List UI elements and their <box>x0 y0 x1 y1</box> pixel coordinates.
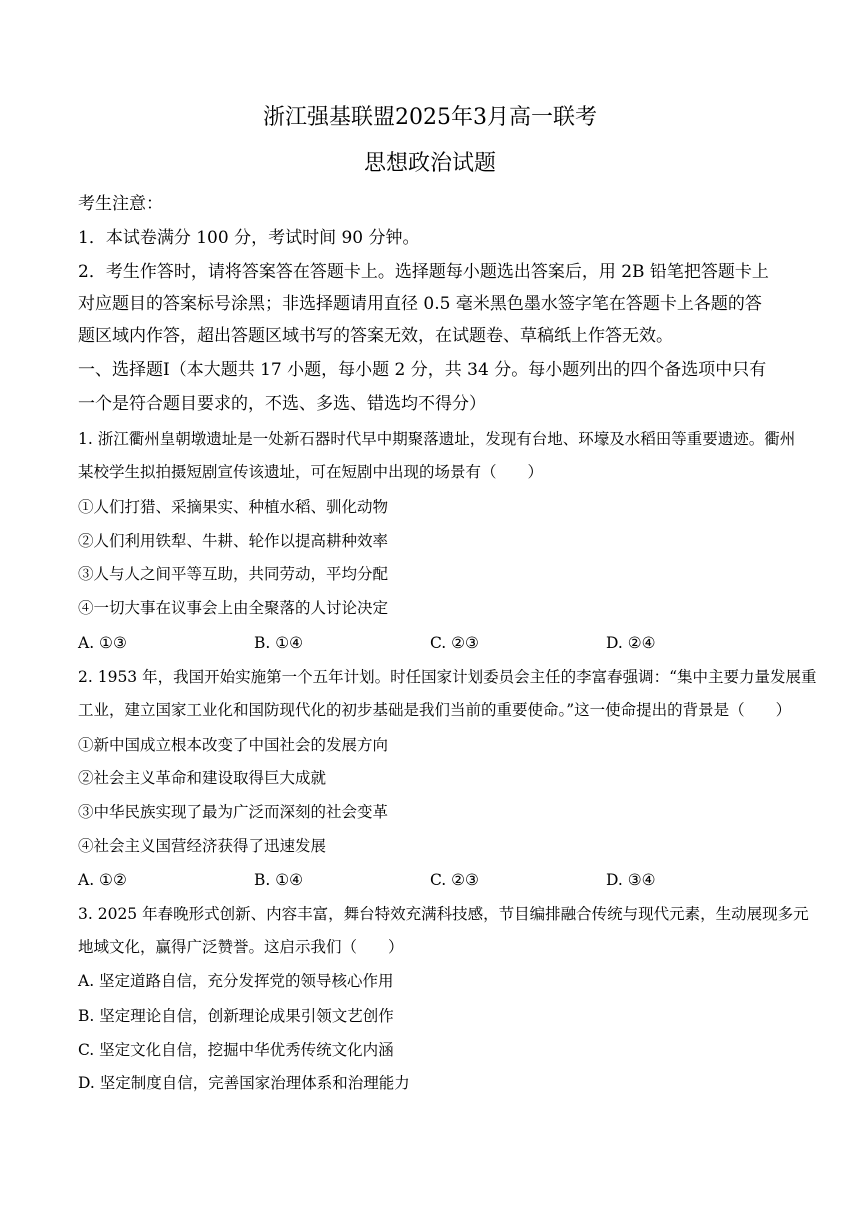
q3-option-a: A. 坚定道路自信，充分发挥党的领导核心作用 <box>78 972 394 990</box>
notice-item-2-line-1: 2．考生作答时，请将答案答在答题卡上。选择题每小题选出答案后，用 2B 铅笔把答题卡上 <box>78 262 769 282</box>
q2-stem-line-1: 2. 1953 年，我国开始实施第一个五年计划。时任国家计划委员会主任的李富春强调：“集中主要力量发展重 <box>78 668 817 686</box>
q2-option-d: D. ③④ <box>606 871 656 889</box>
q1-option-b: B. ①④ <box>254 634 304 652</box>
q3-option-b: B. 坚定理论自信，创新理论成果引领文艺创作 <box>78 1007 394 1025</box>
q3-option-d: D. 坚定制度自信，完善国家治理体系和治理能力 <box>78 1074 410 1092</box>
section-heading-line-2: 一个是符合题目要求的，不选、多选、错选均不得分） <box>78 394 486 414</box>
q3-stem-line-2: 地域文化，赢得广泛赞誉。这启示我们（ ） <box>78 938 404 956</box>
notice-item-1: 1．本试卷满分 100 分，考试时间 90 分钟。 <box>78 228 420 248</box>
q2-option-b: B. ①④ <box>254 871 304 889</box>
q2-statement-4: ④社会主义国营经济获得了迅速发展 <box>78 837 327 855</box>
section-heading-line-1: 一、选择题Ⅰ（本大题共 17 小题，每小题 2 分，共 34 分。每小题列出的四个备选项中只有 <box>78 360 767 380</box>
q2-options <box>78 870 778 890</box>
q1-statement-3: ③人与人之间平等互助，共同劳动，平均分配 <box>78 565 389 583</box>
q1-statement-2: ②人们利用铁犁、牛耕、轮作以提高耕种效率 <box>78 532 389 550</box>
q2-option-c: C. ②③ <box>430 871 479 889</box>
q1-stem-line-2: 某校学生拟拍摄短剧宣传该遗址，可在短剧中出现的场景有（ ） <box>78 463 544 481</box>
q1-statement-4: ④一切大事在议事会上由全聚落的人讨论决定 <box>78 599 389 617</box>
q1-statement-1: ①人们打猎、采摘果实、种植水稻、驯化动物 <box>78 498 389 516</box>
q2-option-a: A. ①② <box>78 871 127 889</box>
q1-options <box>78 633 778 653</box>
q2-statement-1: ①新中国成立根本改变了中国社会的发展方向 <box>78 736 389 754</box>
notice-item-2-line-2: 对应题目的答案标号涂黑；非选择题请用直径 0.5 毫米黑色墨水签字笔在答题卡上各题的答 <box>78 294 762 314</box>
notice-heading: 考生注意： <box>78 194 163 214</box>
q2-statement-3: ③中华民族实现了最为广泛而深刻的社会变革 <box>78 803 389 821</box>
q1-stem-line-1: 1. 浙江衢州皇朝墩遗址是一处新石器时代早中期聚落遗址，发现有台地、环壕及水稻田等重要遗迹。衢州 <box>78 430 796 448</box>
notice-item-2-line-3: 题区域内作答，超出答题区域书写的答案无效，在试题卷、草稿纸上作答无效。 <box>78 326 673 346</box>
q3-stem-line-1: 3. 2025 年春晚形式创新、内容丰富，舞台特效充满科技感，节目编排融合传统与现代元素，生动展现多元 <box>78 905 809 923</box>
exam-title: 浙江强基联盟2025年3月高一联考 <box>263 105 597 130</box>
q2-stem-line-2: 工业，建立国家工业化和国防现代化的初步基础是我们当前的重要使命。”这一使命提出的背景是（ ） <box>78 701 792 719</box>
exam-subtitle: 思想政治试题 <box>363 151 496 176</box>
q1-option-c: C. ②③ <box>430 634 479 652</box>
q1-option-d: D. ②④ <box>606 634 656 652</box>
q3-option-c: C. 坚定文化自信，挖掘中华优秀传统文化内涵 <box>78 1041 394 1059</box>
q1-option-a: A. ①③ <box>78 634 127 652</box>
q2-statement-2: ②社会主义革命和建设取得巨大成就 <box>78 769 327 787</box>
